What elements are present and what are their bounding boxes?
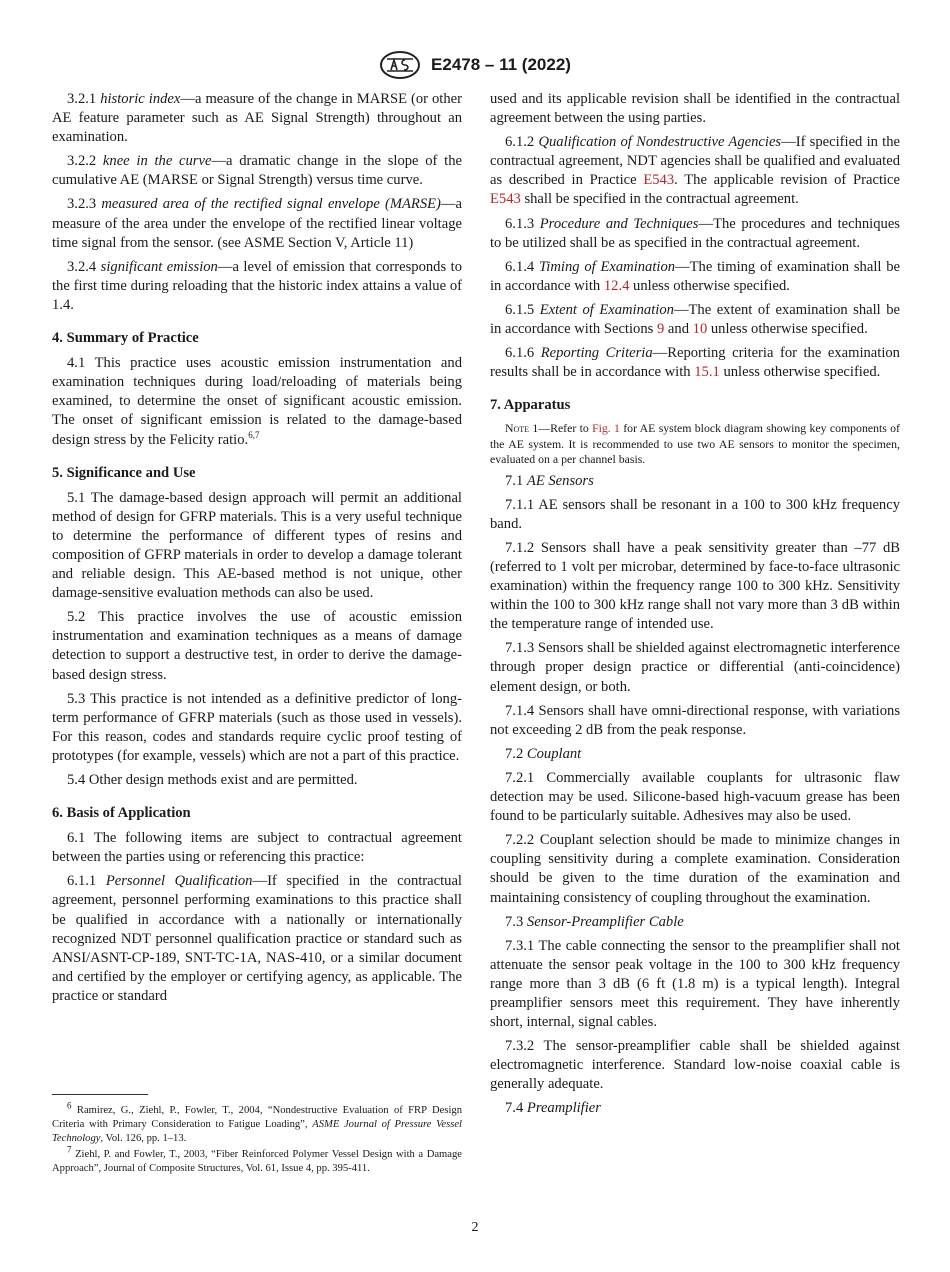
page-number: 2 bbox=[471, 1220, 479, 1235]
astm-logo-icon bbox=[379, 50, 421, 80]
right-column bbox=[490, 90, 900, 1124]
paragraph-7-3-1: 7.3.1 The cable connecting the sensor to the preamplifier shall not attenuate the sensor peak voltage in the 100 to 300 kHz frequency range more than 3 dB (6 ft (1.8 m) is a typical length). Integral preamplifier sensors meet this requirement. They have inherently short, internal, signal cables. bbox=[490, 937, 900, 1031]
page-header bbox=[0, 50, 950, 80]
reference-link[interactable]: 12.4 bbox=[603, 277, 630, 294]
left-column bbox=[52, 90, 462, 1011]
paragraph-5-2: 5.2 This practice involves the use of acoustic emission instrumentation and examination techniques as a means of damage detection to support a destructive test, in order to derive the damage-based design stress. bbox=[52, 609, 462, 683]
definition-3-2-2: 3.2.2 knee in the curve—a dramatic change in the slope of the cumulative AE (MARSE or Signal Strength) versus time curve. bbox=[52, 153, 462, 189]
reference-link[interactable]: E543 bbox=[643, 172, 675, 189]
footnote-6: $^6$ Ramirez, G., Ziehl, P., Fowler, T., 2004, “Nondestructive Evaluation of FRP Design Criteria with Primary Consideration to Fatigue Loading”, ASME Journal of Pressure Vessel Technology, Vol. 126, pp. 1–13. bbox=[52, 1100, 462, 1145]
paragraph-6-1-2: 6.1.2 Qualification of Nondestructive Agencies—If specified in the contractual agreement, NDT agencies shall be qualified and evaluated as described in Practice E543. The applicable revision of Practice E543 shall be specified in the contractual agreement. bbox=[490, 134, 901, 208]
section-heading-7: 7. Apparatus bbox=[490, 397, 571, 414]
section-heading-6: 6. Basis of Application bbox=[52, 805, 191, 822]
document-designation: E2478 – 11 (2022) bbox=[431, 55, 571, 74]
footnotes bbox=[52, 1100, 462, 1177]
paragraph-6-1-6: 6.1.6 Reporting Criteria—Reporting criteria for the examination results shall be in accordance with 15.1 unless otherwise specified. bbox=[490, 345, 900, 381]
reference-link[interactable]: 10 bbox=[692, 321, 708, 338]
paragraph-7-2-1: 7.2.1 Commercially available couplants for ultrasonic flaw detection may be used. Silicone-based high-vacuum grease has been found to be particularly suitable. Adhesives may also be used. bbox=[490, 769, 900, 825]
definition-3-2-4: 3.2.4 significant emission—a level of emission that corresponds to the first time during reloading that the historic index attains a value of 1.4. bbox=[52, 258, 462, 313]
definition-3-2-3: 3.2.3 measured area of the rectified signal envelope (MARSE)—a measure of the area under the envelope of the rectified linear voltage time signal from the sensor. (see ASME Section V, Article 11) bbox=[52, 196, 462, 251]
footnote-ref[interactable]: 6,7 bbox=[248, 429, 260, 440]
paragraph-7-3-2: 7.3.2 The sensor-preamplifier cable shall be shielded against electromagnetic interference. Standard low-noise coaxial cable is generally adequate. bbox=[490, 1038, 900, 1093]
section-heading-5: 5. Significance and Use bbox=[52, 464, 196, 481]
paragraph-7-1-3: 7.1.3 Sensors shall be shielded against electromagnetic interference through proper design practice or differential (anti-coincidence) element design, or both. bbox=[490, 640, 900, 695]
paragraph-4-1: 4.1 This practice uses acoustic emission instrumentation and examination techniques during load/reloading of materials being examined, to determine the onset of significant acoustic emission. The onset of significant emission is related to the damage-based design stress by the Felicity ratio.$^{6,7}$ bbox=[52, 355, 462, 448]
paragraph-7-2-2: 7.2.2 Couplant selection should be made to minimize changes in coupling sensitivity during a complete examination. Consideration should be given to the time duration of the examination and maintaining consistency of coupling throughout the examination. bbox=[490, 832, 900, 906]
definition-3-2-1: 3.2.1 historic index—a measure of the change in MARSE (or other AE feature parameter such as AE Signal Strength) throughout an examination. bbox=[52, 91, 462, 146]
section-heading-4: 4. Summary of Practice bbox=[52, 330, 199, 347]
paragraph-6-1-4: 6.1.4 Timing of Examination—The timing of examination shall be in accordance with 12.4 unless otherwise specified. bbox=[490, 258, 901, 294]
paragraph-6-1-5: 6.1.5 Extent of Examination—The extent of examination shall be in accordance with Sections 9 and 10 unless otherwise specified. bbox=[490, 301, 901, 338]
paragraph-6-1-1: 6.1.1 Personnel Qualification—If specified in the contractual agreement, personnel performing examinations to this practice shall be qualified in accordance with a nationally or internationally recognized NDT personnel qualification practice or standard such as ANSI/ASNT-CP-189, SNT-TC-1A, NAS-410, or a similar document and certified by the employer or certifying agency, as applicable. The practice or standard bbox=[52, 873, 462, 1004]
paragraph-6-1-3: 6.1.3 Procedure and Techniques—The procedures and techniques to be utilized shall be as specified in the contractual agreement. bbox=[490, 215, 900, 251]
paragraph-7-1-2: 7.1.2 Sensors shall have a peak sensitivity greater than –77 dB (referred to 1 volt per microbar, determined by face-to-face ultrasonic examination) within the frequency range 100 to 300 kHz. Sensitivity within the 100 to 300 kHz range shall not vary more than 3 dB within the temperature range of intended use. bbox=[490, 539, 900, 633]
paragraph-7-1-4: 7.1.4 Sensors shall have omni-directional response, with variations not exceeding 2 dB from the peak response. bbox=[490, 702, 900, 738]
paragraph-5-1: 5.1 The damage-based design approach will permit an additional method of design for GFRP materials. This is a very useful technique to determine the performance of different types of resins and composition of GFRP materials in order to develop a damage tolerant and reliable design. This AE-based method is not unique, other damage-sensitive evaluation methods can also be used. bbox=[52, 489, 462, 602]
footnote-7: $^7$ Ziehl, P. and Fowler, T., 2003, “Fiber Reinforced Polymer Vessel Design with a Damage Approach”, Journal of Composite Structures, Vol. 61, Issue 4, pp. 395-411. bbox=[52, 1144, 462, 1174]
reference-link[interactable]: E543 bbox=[490, 191, 521, 208]
figure-link[interactable]: Fig. 1 bbox=[592, 421, 620, 436]
paragraph-5-4: 5.4 Other design methods exist and are permitted. bbox=[67, 772, 358, 788]
paragraph-7-4: 7.4 Preamplifier bbox=[505, 1100, 601, 1117]
paragraph-7-1-1: 7.1.1 AE sensors shall be resonant in a 100 to 300 kHz frequency band. bbox=[490, 496, 900, 532]
paragraph-7-1: 7.1 AE Sensors bbox=[505, 472, 594, 489]
reference-link[interactable]: 9 bbox=[656, 321, 665, 338]
paragraph-7-3: 7.3 Sensor-Preamplifier Cable bbox=[505, 913, 684, 930]
paragraph-6-1-1-continued: used and its applicable revision shall be identified in the contractual agreement between the using parties. bbox=[490, 91, 900, 127]
paragraph-6-1: 6.1 The following items are subject to contractual agreement between the parties using or referencing this practice: bbox=[52, 830, 462, 866]
footnote-divider bbox=[52, 1094, 148, 1095]
paragraph-5-3: 5.3 This practice is not intended as a definitive predictor of long-term performance of GFRP materials (such as those used in vessels). For this reason, codes and standards require cyclic proof testing of prototypes (for example, vessels) which are not a part of this practice. bbox=[52, 690, 462, 764]
reference-link[interactable]: 15.1 bbox=[694, 364, 720, 381]
paragraph-7-2: 7.2 Couplant bbox=[505, 745, 582, 762]
note-1: Note 1—Refer to Fig. 1 for AE system block diagram showing key components of the AE system. It is recommended to use two AE sensors to monitor the specimen, evaluated on a per channel basis. bbox=[490, 421, 900, 467]
